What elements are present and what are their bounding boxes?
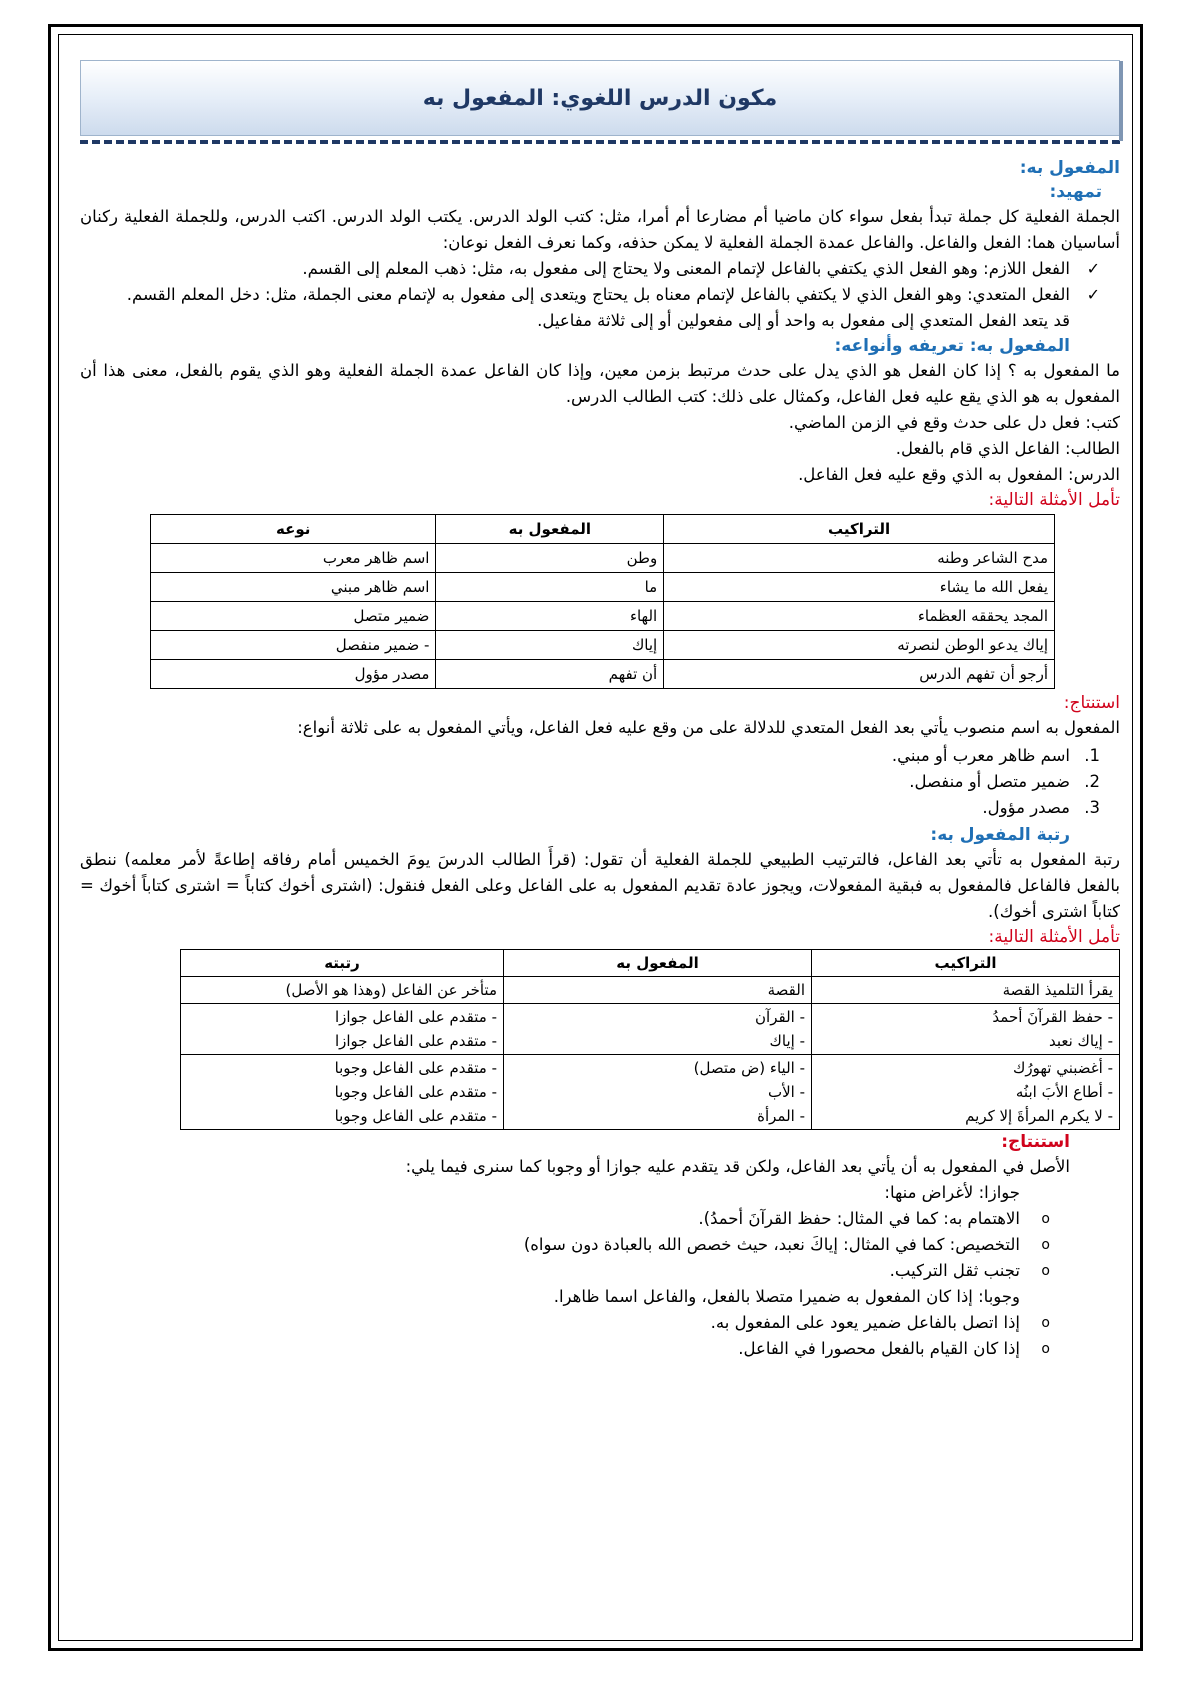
table-cell: - متقدم على الفاعل جوازا - متقدم على الفاعل جوازا bbox=[181, 1004, 504, 1055]
page-title: مكون الدرس اللغوي: المفعول به bbox=[80, 60, 1120, 136]
mandatory-label: وجوبا: إذا كان المفعول به ضميرا متصلا بالفعل، والفاعل اسما ظاهرا. bbox=[553, 1287, 1020, 1306]
examples-table-rank bbox=[180, 949, 1120, 1130]
rank-paragraph: رتبة المفعول به تأتي بعد الفاعل، فالترتيب الطبيعي للجملة الفعلية أن تقول: (قرأَ الطالب الدرسَ يومَ الخميس أمام رفاقه إطاعةً لأمر معلمه) ننطق بالفعل فالفاعل فالمفعول به فبقية المفعولات، ويجوز عادة تقديم المفعول به على الفاعل وعلى الفعل فنقول: (اشترى أخوك كتاباً = اشترى كتاباً أخوك = كتاباً اشترى أخوك). bbox=[80, 850, 1120, 921]
table-row bbox=[151, 631, 1055, 660]
title-divider bbox=[80, 140, 1120, 144]
definition-heading: المفعول به: تعريفه وأنواعه: bbox=[834, 336, 1070, 356]
list-item: o الاهتمام به: كما في المثال: حفظ القرآنَ أحمدُ). bbox=[80, 1206, 1020, 1232]
optional-list bbox=[80, 1206, 1120, 1284]
table-cell: اسم ظاهر مبني bbox=[151, 573, 436, 602]
rank-heading: رتبة المفعول به: bbox=[930, 825, 1070, 845]
list-item: o إذا كان القيام بالفعل محصورا في الفاعل. bbox=[80, 1336, 1020, 1362]
list-item: 1. اسم ظاهر معرب أو مبني. bbox=[891, 746, 1100, 765]
table-row bbox=[181, 1004, 1120, 1055]
observe-label: تأمل الأمثلة التالية: bbox=[988, 490, 1120, 510]
document-body bbox=[80, 60, 1120, 1362]
table-header: نوعه bbox=[151, 515, 436, 544]
table-cell: ضمير متصل bbox=[151, 602, 436, 631]
mandatory-list bbox=[80, 1310, 1120, 1362]
table-cell: - الياء (ض متصل) - الأب - المرأة bbox=[504, 1055, 812, 1130]
table-header: التراكيب bbox=[664, 515, 1055, 544]
example-line: الطالب: الفاعل الذي قام بالفعل. bbox=[895, 439, 1120, 458]
table-cell: مصدر مؤول bbox=[151, 660, 436, 689]
table-row bbox=[151, 544, 1055, 573]
table-cell: اسم ظاهر معرب bbox=[151, 544, 436, 573]
table-cell: - حفظ القرآنَ أحمدُ - إياك نعبد bbox=[812, 1004, 1120, 1055]
intro-paragraph: الجملة الفعلية كل جملة تبدأ بفعل سواء كان ماضيا أم مضارعا أم أمرا، مثل: كتب الولد الدرس. يكتب الولد الدرس. اكتب الدرس، وللجملة الفعلية ركنان أساسيان هما: الفعل والفاعل. والفاعل عمدة الجملة الفعلية لا يمكن حذفه، وكما نعرف الفعل نوعان: bbox=[80, 207, 1120, 252]
list-item: o تجنب ثقل التركيب. bbox=[80, 1258, 1020, 1284]
list-item: ✓ الفعل اللازم: وهو الفعل الذي يكتفي بالفاعل لإتمام المعنى ولا يحتاج إلى مفعول به، مثل: ذهب المعلم إلى القسم. bbox=[80, 256, 1070, 282]
example-line: الدرس: المفعول به الذي وقع عليه فعل الفاعل. bbox=[798, 465, 1120, 484]
example-line: كتب: فعل دل على حدث وقع في الزمن الماضي. bbox=[788, 413, 1120, 432]
table-cell: القصة bbox=[504, 977, 812, 1004]
table-header: رتبته bbox=[181, 950, 504, 977]
optional-label: جوازا: لأغراض منها: bbox=[884, 1183, 1020, 1202]
conclusion-paragraph: المفعول به اسم منصوب يأتي بعد الفعل المتعدي للدلالة على من وقع عليه فعل الفاعل، ويأتي المفعول به على ثلاثة أنواع: bbox=[297, 718, 1120, 737]
verb-types-list bbox=[80, 256, 1120, 308]
list-item: 2. ضمير متصل أو منفصل. bbox=[909, 772, 1100, 791]
table-cell: - ضمير منفصل bbox=[151, 631, 436, 660]
table-row bbox=[181, 977, 1120, 1004]
list-item: 3. مصدر مؤول. bbox=[982, 798, 1100, 817]
conclusion-label: استنتاج: bbox=[1001, 1132, 1070, 1152]
table-cell: أن تفهم bbox=[436, 660, 664, 689]
table-header: المفعول به bbox=[436, 515, 664, 544]
transitive-note: قد يتعد الفعل المتعدي إلى مفعول به واحد أو إلى مفعولين أو إلى ثلاثة مفاعيل. bbox=[537, 311, 1070, 330]
section-label: المفعول به: bbox=[1019, 158, 1120, 178]
table-row bbox=[181, 1055, 1120, 1130]
table-cell: أرجو أن تفهم الدرس bbox=[664, 660, 1055, 689]
table-cell: إياك bbox=[436, 631, 664, 660]
table-cell: يفعل الله ما يشاء bbox=[664, 573, 1055, 602]
conclusion-paragraph: الأصل في المفعول به أن يأتي بعد الفاعل، ولكن قد يتقدم عليه جوازا أو وجوبا كما سنرى فيما يلي: bbox=[405, 1157, 1070, 1176]
table-cell: - متقدم على الفاعل وجوبا - متقدم على الفاعل وجوبا - متقدم على الفاعل وجوبا bbox=[181, 1055, 504, 1130]
table-cell: ما bbox=[436, 573, 664, 602]
types-list bbox=[80, 743, 1120, 821]
table-cell: - أغضبني تهورُك - أطاع الأبَ ابنُه - لا يكرم المرأةَ إلا كريم bbox=[812, 1055, 1120, 1130]
table-cell: إياك يدعو الوطن لنصرته bbox=[664, 631, 1055, 660]
table-cell: يقرأ التلميذ القصة bbox=[812, 977, 1120, 1004]
table-cell: وطن bbox=[436, 544, 664, 573]
table-header: التراكيب bbox=[812, 950, 1120, 977]
observe-label: تأمل الأمثلة التالية: bbox=[988, 927, 1120, 947]
table-cell: مدح الشاعر وطنه bbox=[664, 544, 1055, 573]
list-item: o التخصيص: كما في المثال: إياكَ نعبد، حيث خصص الله بالعبادة دون سواه) bbox=[80, 1232, 1020, 1258]
list-item: ✓ الفعل المتعدي: وهو الفعل الذي لا يكتفي بالفاعل لإتمام معناه بل يحتاج ويتعدى إلى مفعول به لإتمام معنى الجملة، مثل: دخل المعلم القسم. bbox=[80, 282, 1070, 308]
table-row bbox=[151, 602, 1055, 631]
examples-table-types bbox=[150, 514, 1055, 689]
table-header: المفعول به bbox=[504, 950, 812, 977]
table-cell: الهاء bbox=[436, 602, 664, 631]
table-cell: المجد يحققه العظماء bbox=[664, 602, 1055, 631]
intro-heading: تمهيد: bbox=[1049, 182, 1102, 202]
definition-paragraph: ما المفعول به ؟ إذا كان الفعل هو الذي يدل على حدث مرتبط بزمن معين، وإذا كان الفاعل عمدة الجملة الفعلية وهو الذي يقوم بالفعل، معنى هذا أن المفعول به هو الذي يقع عليه فعل الفاعل، وكمثال على ذلك: كتب الطالب الدرس. bbox=[80, 361, 1120, 406]
table-cell: - القرآن - إياك bbox=[504, 1004, 812, 1055]
table-row bbox=[151, 660, 1055, 689]
table-cell: متأخر عن الفاعل (وهذا هو الأصل) bbox=[181, 977, 504, 1004]
list-item: o إذا اتصل بالفاعل ضمير يعود على المفعول به. bbox=[80, 1310, 1020, 1336]
table-row bbox=[151, 573, 1055, 602]
conclusion-label: استنتاج: bbox=[1063, 693, 1120, 713]
